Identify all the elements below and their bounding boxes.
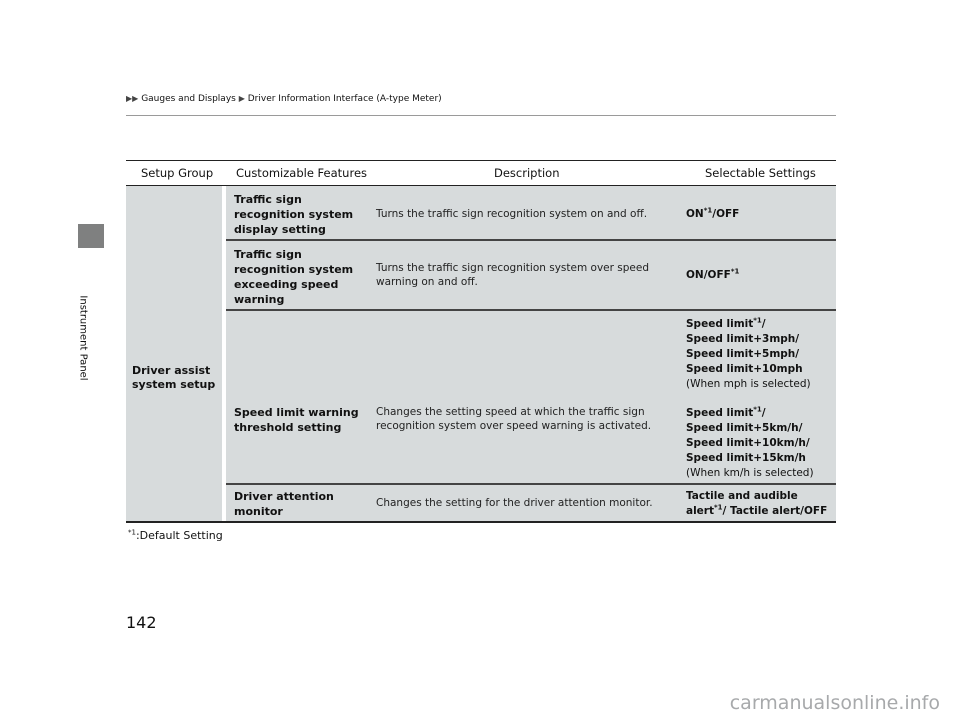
settings-value: ON/OFF$^{*1}$ bbox=[686, 267, 740, 281]
setup-group-cell bbox=[126, 186, 222, 521]
header-selectable-settings: Selectable Settings bbox=[705, 166, 816, 180]
settings-value: Speed limit+3mph/ bbox=[686, 333, 800, 345]
table-bottom-rule bbox=[126, 521, 836, 523]
settings-note: (When km/h is selected) bbox=[686, 467, 814, 479]
breadcrumb-item[interactable]: Driver Information Interface (A-type Meter) bbox=[247, 94, 442, 104]
settings-cell bbox=[686, 207, 836, 222]
settings-value: ON$^{*1}$/OFF bbox=[686, 206, 740, 220]
table-row bbox=[226, 186, 836, 239]
settings-value: Speed limit+15km/h bbox=[686, 452, 806, 464]
table-row bbox=[226, 485, 836, 521]
table-body bbox=[126, 186, 836, 523]
settings-value: Tactile and audible alert$^{*1}$/ Tactile alert/OFF bbox=[686, 490, 828, 517]
settings-cell bbox=[686, 268, 836, 283]
breadcrumb-arrow-icon: ▶▶ bbox=[126, 94, 139, 103]
feature-cell: Traffic sign recognition system display setting bbox=[234, 193, 354, 236]
feature-cell: Driver attention monitor bbox=[234, 490, 334, 518]
feature-cell: Speed limit warning threshold setting bbox=[234, 406, 359, 434]
description-cell: Changes the setting for the driver attention monitor. bbox=[376, 497, 653, 509]
section-tab-label: Instrument Panel bbox=[77, 295, 89, 381]
description-cell: Turns the traffic sign recognition system on and off. bbox=[376, 208, 648, 220]
settings-value: Speed limit$^{*1}$/ bbox=[686, 316, 766, 330]
settings-value: Speed limit+10km/h/ bbox=[686, 437, 810, 449]
settings-value: Speed limit$^{*1}$/ bbox=[686, 405, 766, 419]
header-divider bbox=[126, 115, 836, 116]
settings-value: Speed limit+5km/h/ bbox=[686, 422, 803, 434]
table-row bbox=[226, 241, 836, 309]
breadcrumb bbox=[126, 94, 442, 104]
watermark: carmanualsonline.info bbox=[729, 692, 940, 714]
page-number: 142 bbox=[126, 613, 157, 632]
settings-cell bbox=[686, 489, 836, 519]
footnote: $^{*1}$:Default Setting bbox=[128, 528, 223, 542]
settings-note: (When mph is selected) bbox=[686, 378, 811, 390]
section-tab-marker bbox=[78, 224, 104, 248]
header-setup-group: Setup Group bbox=[141, 166, 214, 180]
settings-cell bbox=[686, 317, 836, 481]
feature-cell: Traffic sign recognition system exceeding speed warning bbox=[234, 248, 354, 306]
header-description: Description bbox=[494, 166, 560, 180]
description-cell: Turns the traffic sign recognition system over speed warning on and off. bbox=[376, 262, 650, 288]
table-header bbox=[126, 160, 836, 186]
breadcrumb-arrow-icon: ▶ bbox=[238, 94, 245, 103]
table-row bbox=[226, 311, 836, 483]
description-cell: Changes the setting speed at which the traffic sign recognition system over speed warning is activated. bbox=[376, 406, 652, 432]
settings-value: Speed limit+10mph bbox=[686, 363, 803, 375]
setup-group-label: Driver assist system setup bbox=[132, 364, 216, 391]
settings-value: Speed limit+5mph/ bbox=[686, 348, 800, 360]
settings-table bbox=[126, 160, 836, 523]
header-customizable-features: Customizable Features bbox=[236, 166, 368, 180]
breadcrumb-item[interactable]: Gauges and Displays bbox=[141, 94, 236, 104]
